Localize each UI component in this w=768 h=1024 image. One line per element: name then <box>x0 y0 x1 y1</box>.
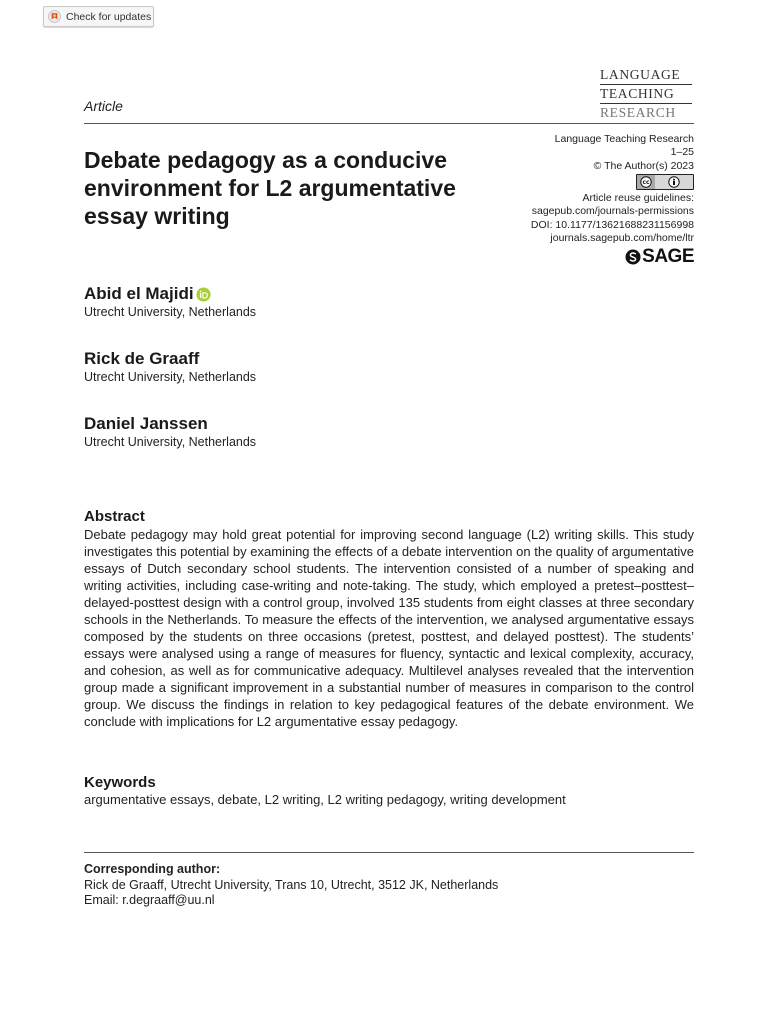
corresponding-author-label: Corresponding author: <box>84 862 221 876</box>
doi-link[interactable]: DOI: 10.1177/13621688231156998 <box>530 218 694 231</box>
paper-title: Debate pedagogy as a conducive environment for L2 argumentative essay writing <box>84 147 456 229</box>
abstract-heading: Abstract <box>84 508 145 525</box>
copyright: © The Author(s) 2023 <box>593 159 694 172</box>
article-type-label: Article <box>84 98 123 114</box>
journal-logo-line-2: TEACHING <box>600 84 692 103</box>
corresponding-author-email[interactable]: Email: r.degraaff@uu.nl <box>84 893 215 907</box>
corresponding-author <box>84 862 498 909</box>
cc-by-icon <box>636 174 694 190</box>
author-name: Abid el Majidi <box>84 284 194 303</box>
author-affiliation: Utrecht University, Netherlands <box>84 435 257 449</box>
check-updates-icon <box>48 10 61 23</box>
permissions-link[interactable]: sagepub.com/journals-permissions <box>531 205 694 218</box>
author-name: Rick de Graaff <box>84 349 200 368</box>
header-divider <box>84 123 694 124</box>
author-affiliation: Utrecht University, Netherlands <box>84 370 257 384</box>
journal-home-link[interactable]: journals.sagepub.com/home/ltr <box>550 232 694 245</box>
author-affiliation: Utrecht University, Netherlands <box>84 305 257 319</box>
keywords-text: argumentative essays, debate, L2 writing, L2 writing pedagogy, writing development <box>84 792 566 807</box>
keywords-heading: Keywords <box>84 774 156 791</box>
abstract-text: Debate pedagogy may hold great potential for improving second language (L2) writing skills. This study investigates this potential by examining the effects of a debate intervention on the quality of argumentative essays of Dutch secondary school students. The intervention consisted of a number of speaking and writing activities, including case-writing and note-taking. The study, which employed a pretest–posttest–delayed-posttest design with a control group, involved 135 students from eight classes at three secondary schools in the Netherlands. To measure the effects of the intervention, we analysed argumentative essays composed by the students on three occasions (pretest, posttest, and delayed posttest). The students’ essays were analysed using a range of measures for fluency, syntactic and lexical complexity, accuracy, and cohesion, as well as for communicative adequacy. Multilevel analyses revealed that the intervention group made a significant improvement in a substantial number of measures in comparison to the control group. We discuss the findings in relation to key pedagogical features of the debate environment. We conclude with implications for L2 argumentative essay pedagogy. <box>84 527 694 729</box>
author-name: Daniel Janssen <box>84 414 208 433</box>
page-range: 1–25 <box>670 146 694 159</box>
orcid-icon[interactable] <box>196 287 211 302</box>
article-meta <box>454 133 694 245</box>
corresponding-author-address: Rick de Graaff, Utrecht University, Trans 10, Utrecht, 3512 JK, Netherlands <box>84 877 499 892</box>
author-1 <box>84 284 256 319</box>
sage-logo-icon <box>625 249 641 265</box>
journal-name: Language Teaching Research <box>554 133 694 145</box>
check-for-updates-button[interactable] <box>43 6 154 27</box>
sage-logo <box>625 246 694 268</box>
check-for-updates-label: Check for updates <box>66 10 152 23</box>
journal-logo <box>600 66 692 122</box>
footer-divider <box>84 852 694 853</box>
journal-logo-line-3: RESEARCH <box>600 103 692 122</box>
journal-logo-line-1: LANGUAGE <box>600 67 681 82</box>
reuse-guidelines-label: Article reuse guidelines: <box>582 192 694 205</box>
author-3 <box>84 414 256 449</box>
publisher-name: SAGE <box>642 246 694 267</box>
author-2 <box>84 349 256 384</box>
svg-text:cc: cc <box>642 179 650 187</box>
